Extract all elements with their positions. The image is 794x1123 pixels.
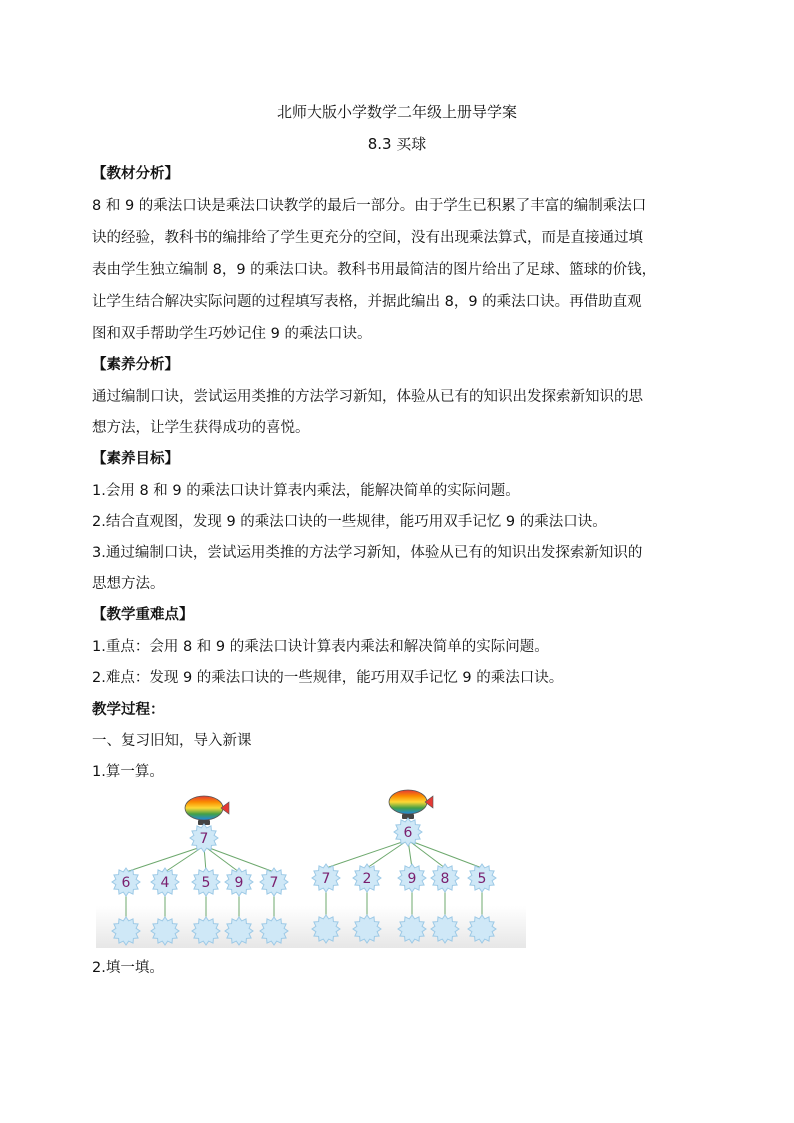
root-number: 6	[403, 825, 413, 841]
child-number: 4	[160, 875, 170, 891]
answer-star	[225, 917, 253, 945]
tree-branch	[204, 846, 239, 872]
answer-star	[112, 917, 140, 945]
task-label: 2.填一填。	[92, 960, 164, 976]
step-heading: 一、复习旧知，导入新课	[92, 733, 252, 749]
balloon-body	[389, 790, 427, 814]
task-label: 1.算一算。	[92, 764, 164, 780]
balloon-icon	[185, 796, 229, 825]
balloon-icon	[389, 790, 433, 819]
child-number: 9	[407, 871, 417, 887]
literacy-line: 想方法，让学生获得成功的喜悦。	[92, 420, 310, 436]
key-heading: 【教学重难点】	[92, 607, 194, 623]
goal-line: 3.通过编制口诀，尝试运用类推的方法学习新知，体验从已有的知识出发探索新知识的	[92, 545, 643, 561]
goal-line: 1.会用 8 和 9 的乘法口诀计算表内乘法，能解决简单的实际问题。	[92, 483, 520, 499]
literacy-line: 通过编制口诀，尝试运用类推的方法学习新知，体验从已有的知识出发探索新知识的思	[92, 389, 643, 405]
answer-star	[431, 915, 459, 943]
child-number: 9	[234, 875, 244, 891]
answer-star	[151, 917, 179, 945]
key-line: 1.重点：会用 8 和 9 的乘法口诀计算表内乘法和解决简单的实际问题。	[92, 639, 549, 655]
goal-line: 2.结合直观图，发现 9 的乘法口诀的一些规律，能巧用双手记忆 9 的乘法口诀。	[92, 514, 607, 530]
multiplication-tree-diagram	[96, 786, 526, 948]
answer-star	[398, 915, 426, 943]
tree-svg	[96, 786, 526, 948]
lesson-title: 8.3 买球	[367, 135, 427, 153]
material-line: 表由学生独立编制 8，9 的乘法口诀。教科书用最简洁的图片给出了足球、篮球的价钱，	[92, 262, 657, 278]
literacy-heading: 【素养分析】	[92, 357, 179, 373]
process-heading: 教学过程：	[92, 702, 165, 718]
child-number: 6	[121, 875, 131, 891]
root-number: 7	[199, 831, 209, 847]
key-line: 2.难点：发现 9 的乘法口诀的一些规律，能巧用双手记忆 9 的乘法口诀。	[92, 670, 564, 686]
material-line: 8 和 9 的乘法口诀是乘法口诀教学的最后一部分。由于学生已积累了丰富的编制乘法口	[92, 198, 647, 214]
child-number: 7	[269, 875, 279, 891]
answer-star	[260, 917, 288, 945]
material-line: 图和双手帮助学生巧妙记住 9 的乘法口诀。	[92, 326, 372, 342]
answer-star	[312, 915, 340, 943]
goal-line: 思想方法。	[92, 576, 165, 592]
material-heading: 【教材分析】	[92, 166, 179, 182]
child-number: 2	[362, 871, 372, 887]
child-number: 8	[440, 871, 450, 887]
material-line: 让学生结合解决实际问题的过程填写表格，并据此编出 8，9 的乘法口诀。再借助直观	[92, 294, 642, 310]
answer-star	[468, 915, 496, 943]
document-title: 北师大版小学数学二年级上册导学案	[276, 103, 517, 121]
child-number: 5	[477, 871, 487, 887]
child-number: 5	[201, 875, 211, 891]
tree-branch	[408, 840, 445, 868]
child-number: 7	[321, 871, 331, 887]
material-line: 诀的经验，教科书的编排给了学生更充分的空间，没有出现乘法算式，而是直接通过填	[92, 230, 643, 246]
answer-star	[192, 917, 220, 945]
balloon-body	[185, 796, 223, 820]
goal-heading: 【素养目标】	[92, 451, 179, 467]
answer-star	[353, 915, 381, 943]
